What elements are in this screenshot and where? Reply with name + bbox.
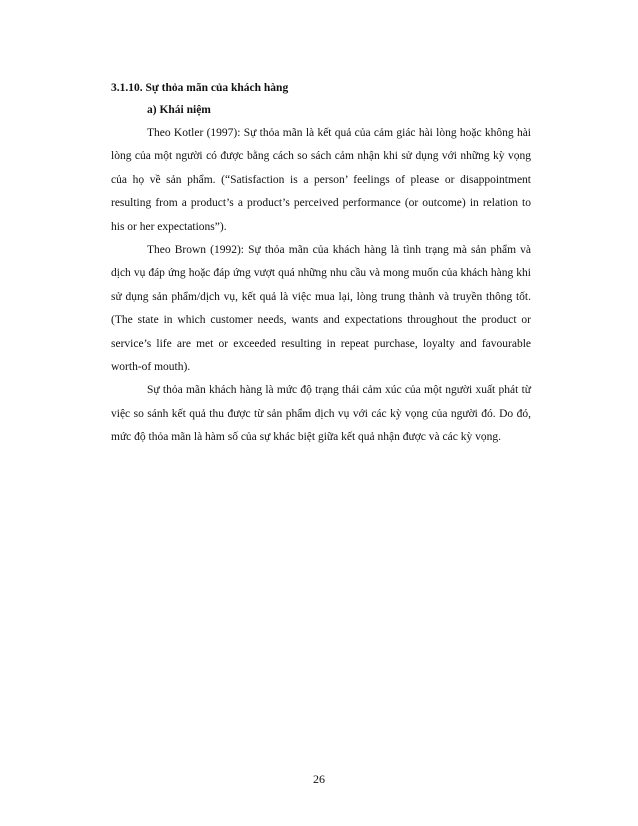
page-content — [111, 80, 531, 450]
page-number: 26 — [313, 772, 325, 786]
section-heading: 3.1.10. Sự thỏa mãn của khách hàng — [111, 82, 289, 94]
paragraph-brown: Theo Brown (1992): Sự thỏa mãn của khách hàng là tình trạng mà sản phẩm và dịch vụ đáp ứng hoặc đáp ứng vượt quá những nhu cầu và mong muốn của khách hàng khi sử dụng sản phẩm/dịch vụ, kết quả là việc mua lại, lòng trung thành và truyền thông tốt. (The state in which customer needs, wants and expectations throughout the product or service’s life are met or exceeded resulting in repeat purchase, loyalty and favourable worth-of mouth). — [111, 244, 531, 374]
paragraph-conclusion: Sự thỏa mãn khách hàng là mức độ trạng thái cảm xúc của một người xuất phát từ việc so sánh kết quả thu được từ sản phẩm dịch vụ với các kỳ vọng của người đó. Do đó, mức độ thỏa mãn là hàm số của sự khác biệt giữa kết quả nhận được và các kỳ vọng. — [111, 384, 531, 444]
paragraph-kotler: Theo Kotler (1997): Sự thỏa mãn là kết quả của cảm giác hài lòng hoặc không hài lòng của một người có được bằng cách so sách cảm nhận khi sử dụng với những kỳ vọng của họ về sản phẩm. (“Satisfaction is a person’ feelings of please or disappointment resulting from a product’s a product’s perceived performance (or outcome) in relation to his or her expectations”). — [111, 127, 531, 233]
subsection-heading: a) Khái niệm — [147, 104, 211, 116]
